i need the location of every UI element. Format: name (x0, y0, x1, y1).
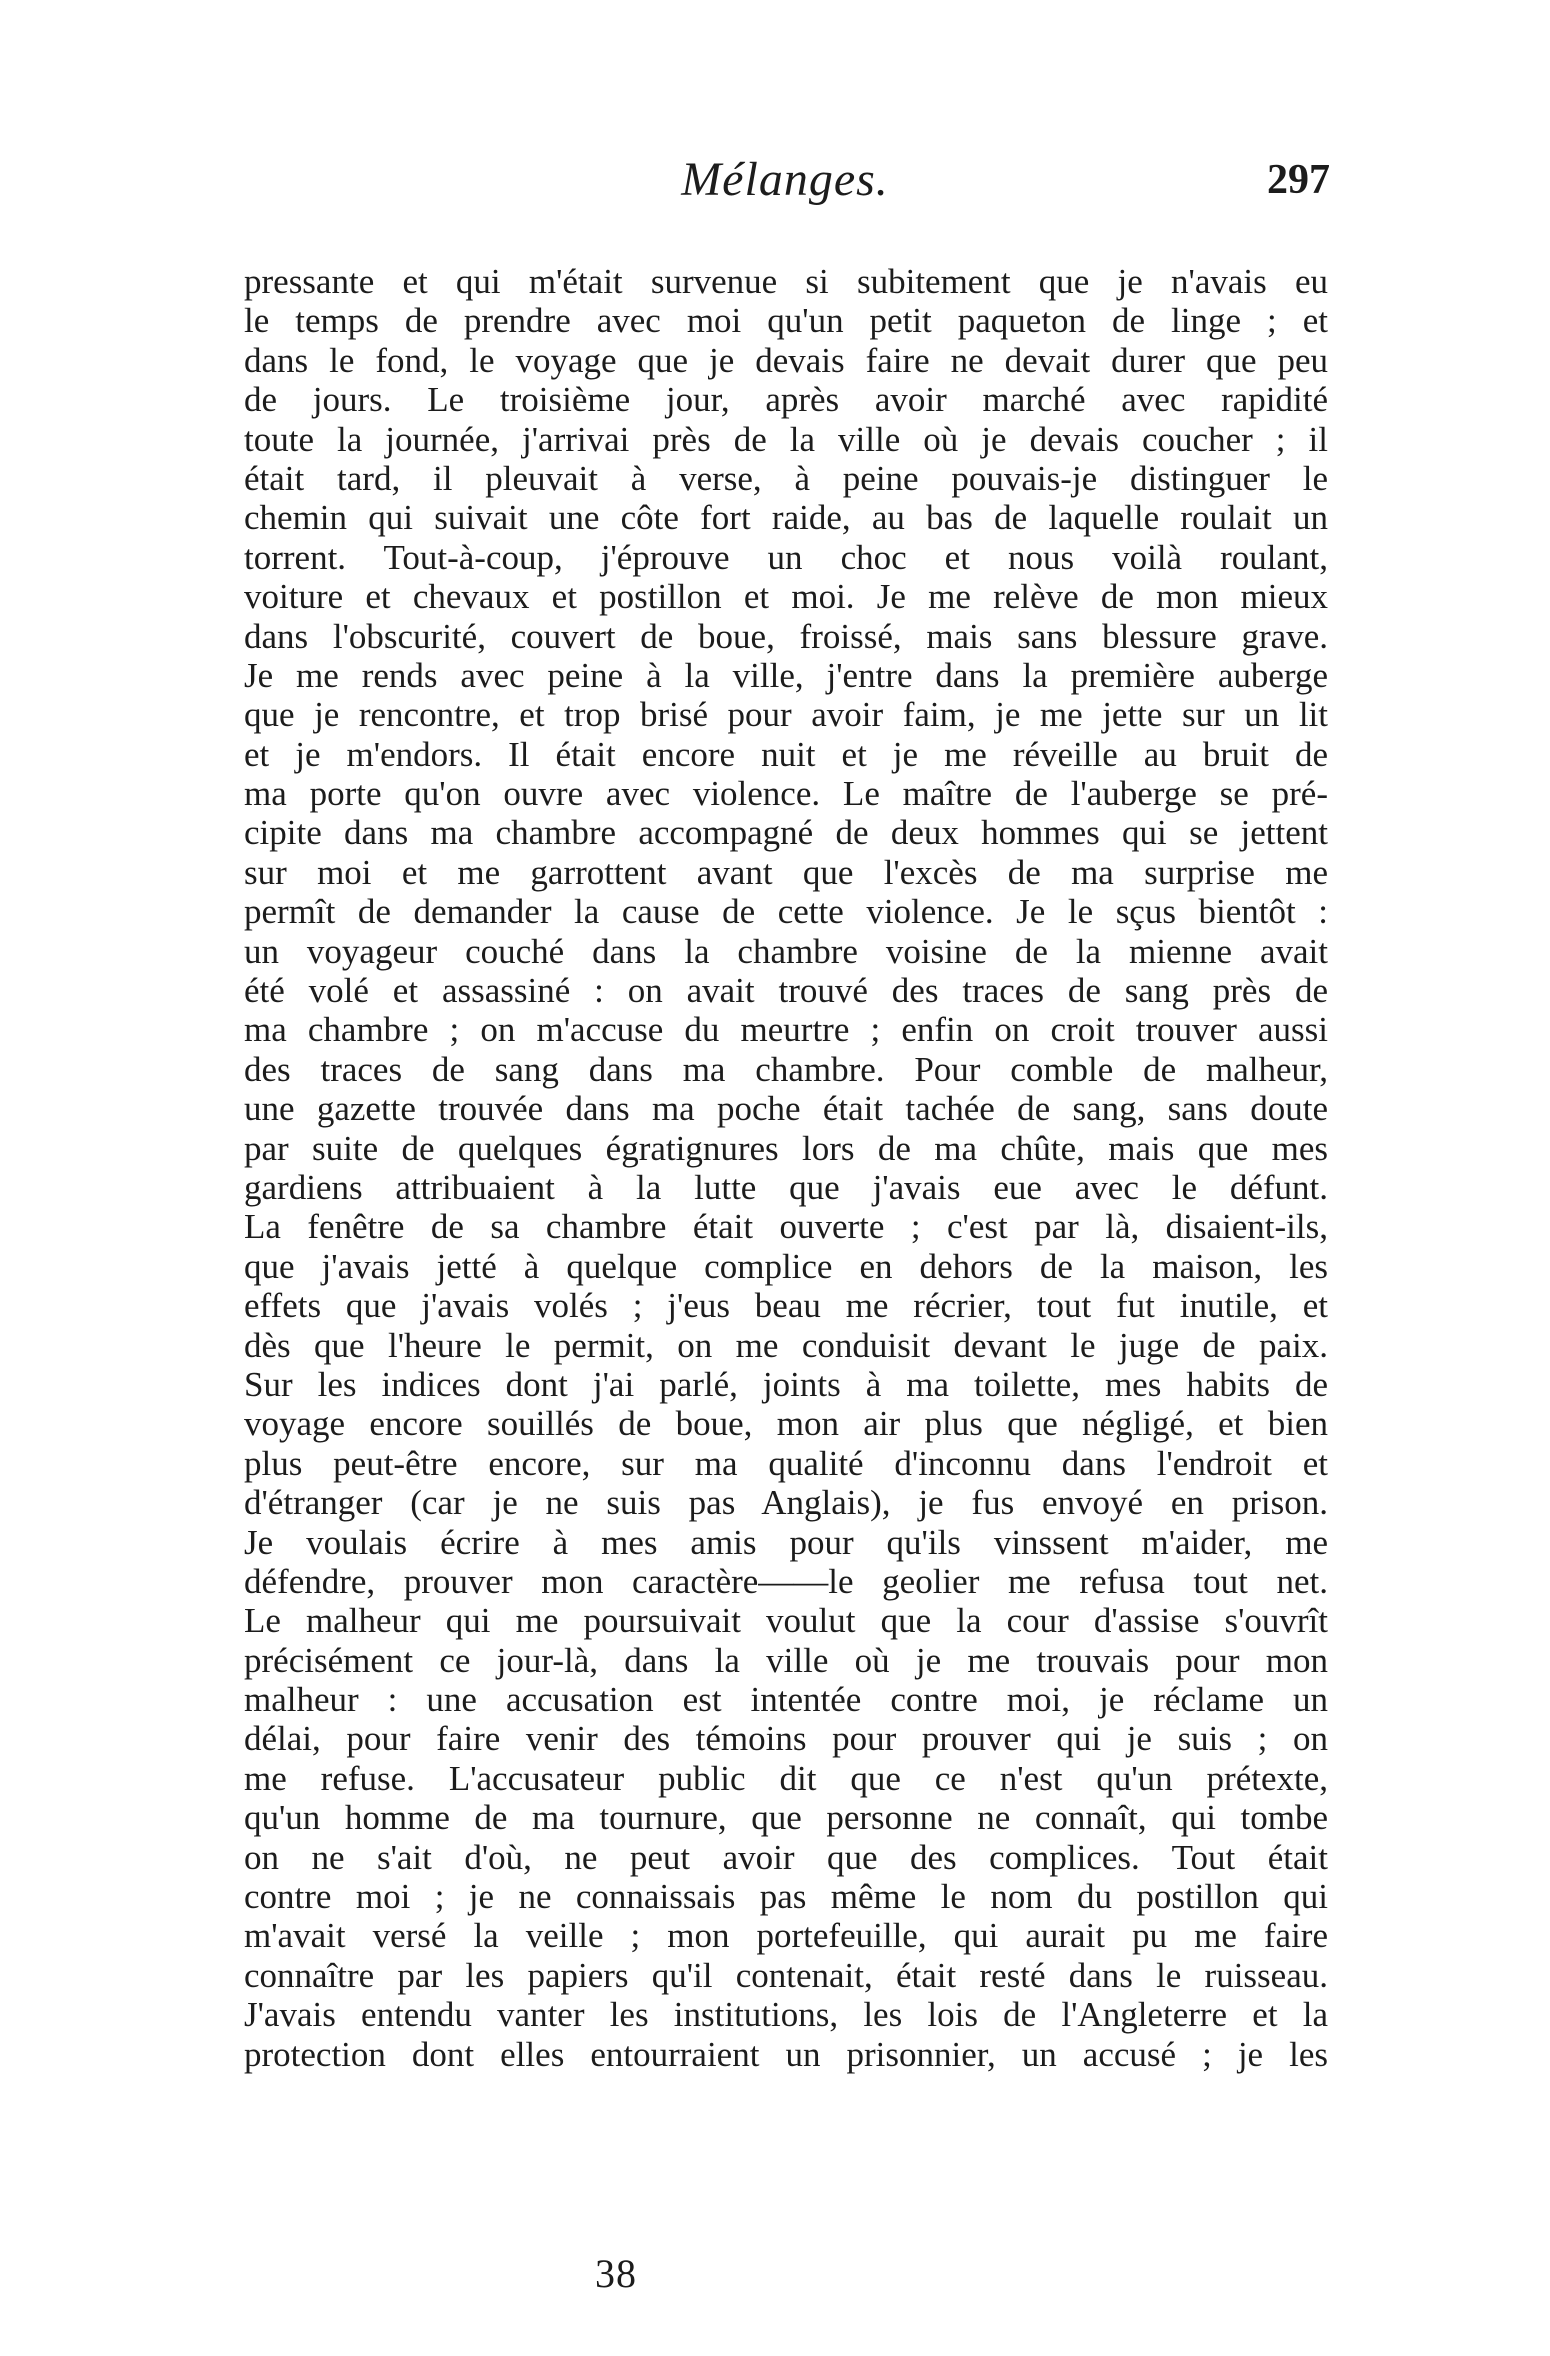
text-line: torrent. Tout-à-coup, j'éprouve un choc et nous voilà roulant, (244, 537, 1328, 577)
text-line: permît de demander la cause de cette violence. Je le sçus bientôt : (244, 892, 1328, 932)
text-line: de jours. Le troisième jour, après avoir marché avec rapidité (244, 380, 1328, 420)
text-line: que j'avais jetté à quelque complice en dehors de la maison, les (244, 1246, 1328, 1286)
text-line: précisément ce jour-là, dans la ville où je me trouvais pour mon (244, 1640, 1328, 1680)
text-line: La fenêtre de sa chambre était ouverte ; c'est par là, disaient-ils, (244, 1207, 1328, 1247)
text-line: effets que j'avais volés ; j'eus beau me récrier, tout fut inutile, et (244, 1286, 1328, 1326)
text-line: dès que l'heure le permit, on me conduisit devant le juge de paix. (244, 1325, 1328, 1365)
text-line: ma chambre ; on m'accuse du meurtre ; enfin on croit trouver aussi (244, 1010, 1328, 1050)
running-title: Mélanges. (681, 153, 889, 206)
page-number: 297 (1267, 157, 1330, 203)
text-line: des traces de sang dans ma chambre. Pour comble de malheur, (244, 1049, 1328, 1089)
text-line: protection dont elles entourraient un prisonnier, un accusé ; je les (244, 2034, 1328, 2074)
text-line: J'avais entendu vanter les institutions, les lois de l'Angleterre et la (244, 1995, 1328, 2035)
text-line: que je rencontre, et trop brisé pour avoir faim, je me jette sur un lit (244, 695, 1328, 735)
text-line: par suite de quelques égratignures lors de ma chûte, mais que mes (244, 1128, 1328, 1168)
text-line: le temps de prendre avec moi qu'un petit paqueton de linge ; et (244, 301, 1328, 341)
text-line: pressante et qui m'était survenue si subitement que je n'avais eu (244, 262, 1328, 301)
text-line: dans l'obscurité, couvert de boue, froissé, mais sans blessure grave. (244, 616, 1328, 656)
text-line: dans le fond, le voyage que je devais faire ne devait durer que peu (244, 340, 1328, 380)
text-line: connaître par les papiers qu'il contenait, était resté dans le ruisseau. (244, 1955, 1328, 1995)
text-line: contre moi ; je ne connaissais pas même le nom du postillon qui (244, 1877, 1328, 1917)
text-line: Je voulais écrire à mes amis pour qu'ils vinssent m'aider, me (244, 1522, 1328, 1562)
running-head (240, 150, 1330, 210)
text-line: voyage encore souillés de boue, mon air plus que négligé, et bien (244, 1404, 1328, 1444)
text-line: ma porte qu'on ouvre avec violence. Le maître de l'auberge se pré- (244, 774, 1328, 814)
text-line: gardiens attribuaient à la lutte que j'avais eue avec le défunt. (244, 1167, 1328, 1207)
text-line: me refuse. L'accusateur public dit que ce n'est qu'un prétexte, (244, 1758, 1328, 1798)
text-line: défendre, prouver mon caractère——le geolier me refusa tout net. (244, 1561, 1328, 1601)
text-line: toute la journée, j'arrivai près de la ville où je devais coucher ; il (244, 419, 1328, 459)
signature-mark: 38 (595, 2251, 637, 2296)
text-line: délai, pour faire venir des témoins pour prouver qui je suis ; on (244, 1719, 1328, 1759)
text-line: sur moi et me garrottent avant que l'excès de ma surprise me (244, 852, 1328, 892)
text-line: Je me rends avec peine à la ville, j'entre dans la première auberge (244, 655, 1328, 695)
text-line: une gazette trouvée dans ma poche était tachée de sang, sans doute (244, 1089, 1328, 1129)
text-line: qu'un homme de ma tournure, que personne ne connaît, qui tombe (244, 1798, 1328, 1838)
text-line: chemin qui suivait une côte fort raide, au bas de laquelle roulait un (244, 498, 1328, 538)
text-line: plus peut-être encore, sur ma qualité d'inconnu dans l'endroit et (244, 1443, 1328, 1483)
text-line: et je m'endors. Il était encore nuit et je me réveille au bruit de (244, 734, 1328, 774)
text-line: cipite dans ma chambre accompagné de deux hommes qui se jettent (244, 813, 1328, 853)
text-line: m'avait versé la veille ; mon portefeuille, qui aurait pu me faire (244, 1916, 1328, 1956)
text-line: voiture et chevaux et postillon et moi. Je me relève de mon mieux (244, 577, 1328, 617)
text-line: été volé et assassiné : on avait trouvé des traces de sang près de (244, 971, 1328, 1011)
body-text (244, 262, 1328, 2074)
text-line: était tard, il pleuvait à verse, à peine pouvais-je distinguer le (244, 458, 1328, 498)
text-line: malheur : une accusation est intentée contre moi, je réclame un (244, 1680, 1328, 1720)
text-line: d'étranger (car je ne suis pas Anglais), je fus envoyé en prison. (244, 1483, 1328, 1523)
text-line: Sur les indices dont j'ai parlé, joints à ma toilette, mes habits de (244, 1364, 1328, 1404)
text-line: on ne s'ait d'où, ne peut avoir que des complices. Tout était (244, 1837, 1328, 1877)
text-line: Le malheur qui me poursuivait voulut que la cour d'assise s'ouvrît (244, 1601, 1328, 1641)
text-line: un voyageur couché dans la chambre voisine de la mienne avait (244, 931, 1328, 971)
